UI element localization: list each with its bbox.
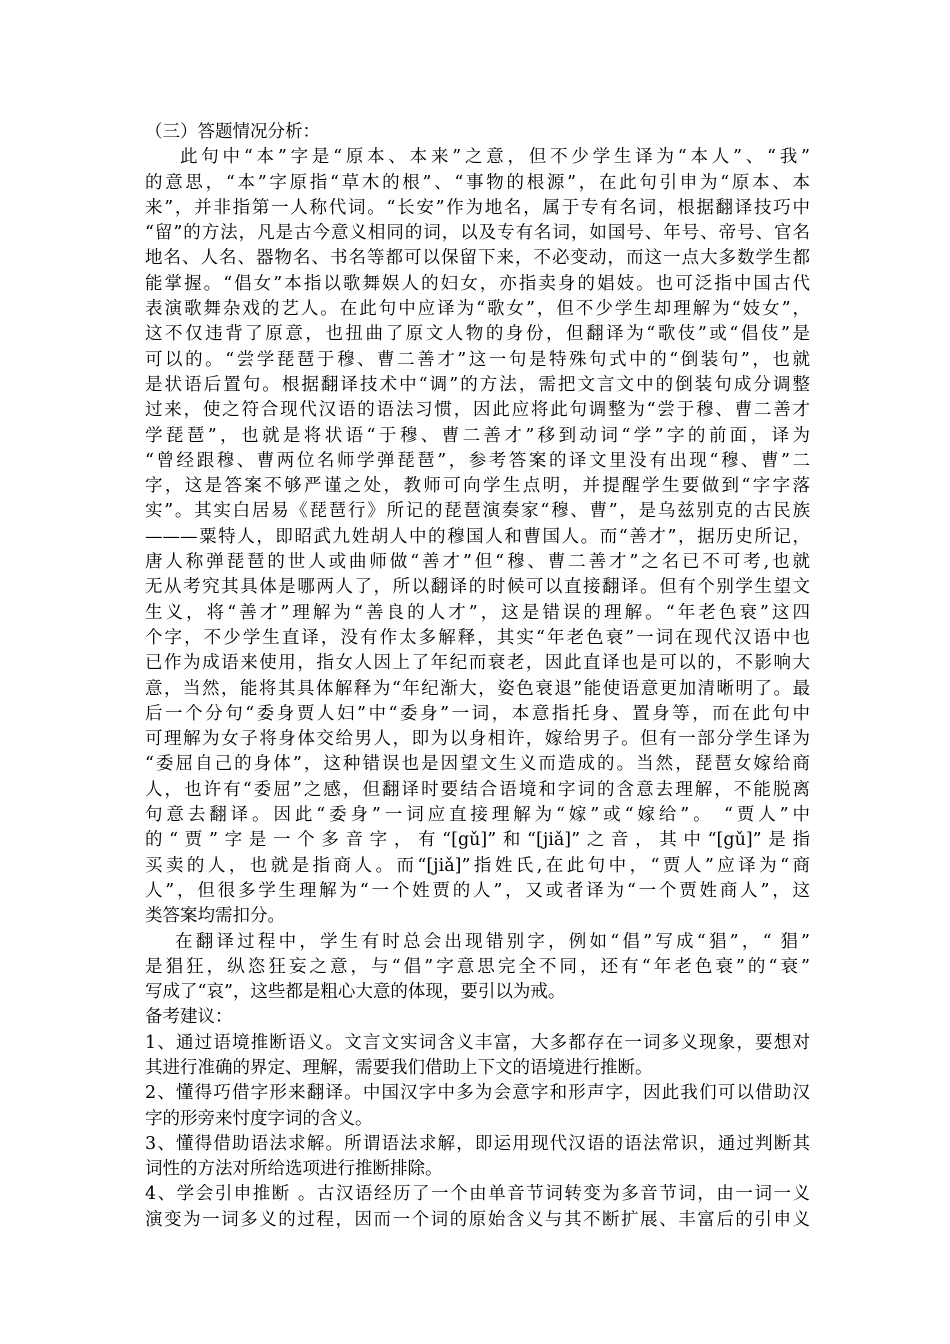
paragraph-line: 是猖狂，纵恣狂妄之意，与“倡”字意思完全不同，还有“年老色衰”的“衰” — [145, 956, 810, 977]
suggestion-item — [145, 1132, 810, 1183]
paragraph-line: 可理解为女子将身体交给男人，即为以身相许，嫁给男子。但有一部分学生译为 — [145, 729, 810, 750]
paragraph-line: 此句中“本”字是“原本、本来”之意，但不少学生译为“本人”、“我” — [180, 147, 810, 168]
suggestion-line: 2、懂得巧借字形来翻译。中国汉字中多为会意字和形声字，因此我们可以借助汉 — [145, 1083, 810, 1104]
suggestion-line: 1、通过语境推断语义。文言文实词含义丰富，大多都存在一词多义现象，要想对 — [145, 1032, 810, 1053]
paragraph-line: 能掌握。“倡女”本指以歌舞娱人的妇女，亦指卖身的娼妓。也可泛指中国古代 — [145, 273, 810, 294]
paragraph-line: 后一个分句“委身贾人妇”中“委身”一词，本意指托身、置身等，而在此句中 — [145, 703, 810, 724]
paragraph-line: 学琵琶”，也就是将状语“于穆、曹二善才”移到动词“学”字的前面，译为 — [145, 425, 810, 446]
paragraph-line: 人，也许有“委屈”之感，但翻译时要结合语境和字词的含意去理解，不能脱离 — [145, 779, 810, 800]
paragraph-line: 这不仅违背了原意，也扭曲了原文人物的身份，但翻译为“歌伎”或“倡伎”是 — [145, 324, 810, 345]
paragraph-line: 过来，使之符合现代汉语的语法习惯，因此应将此句调整为“尝于穆、曹二善才 — [145, 400, 810, 421]
paragraph-line: 地名、人名、器物名、书名等都可以保留下来，不必变动，而这一点大多数学生都 — [145, 248, 810, 269]
suggestion-item — [145, 1081, 810, 1132]
paragraph-line: ———粟特人，即昭武九姓胡人中的穆国人和曹国人。而“善才”，据历史所记， — [145, 526, 810, 547]
paragraph-line: 买卖的人，也就是指商人。而“[jiǎ]”指姓氏,在此句中，“贾人”应译为“商 — [145, 855, 810, 876]
paragraph-line: 的“贾”字是一个多音字，有“[gǔ]”和“[jiǎ]”之音，其中“[gǔ]”是指 — [145, 830, 810, 851]
section-heading: （三）答题情况分析： — [145, 122, 320, 142]
paragraph-line: 生义，将“善才”理解为“善良的人才”，这是错误的理解。“年老色衰”这四 — [145, 602, 810, 623]
suggestion-line: 3、懂得借助语法求解。所谓语法求解，即运用现代汉语的语法常识，通过判断其 — [145, 1133, 810, 1154]
paragraph-line: 来”，并非指第一人称代词。“长安”作为地名，属于专有名词，根据翻译技巧中 — [145, 197, 810, 218]
paragraph-line: 句意去翻译。因此“委身”一词应直接理解为“嫁”或“嫁给”。 “贾人”中 — [145, 805, 810, 826]
paragraph-line: 已作为成语来使用，指女人因上了年纪而衰老，因此直译也是可以的，不影响大 — [145, 653, 810, 674]
suggestion-line: 词性的方法对所给选项进行推断排除。 — [145, 1159, 443, 1180]
paragraph-line: 个字，不少学生直译，没有作太多解释，其实“年老色衰”一词在现代汉语中也 — [145, 627, 810, 648]
paragraph-line: 表演歌舞杂戏的艺人。在此句中应译为“歌女”，但不少学生却理解为“妓女”， — [145, 299, 810, 320]
paragraph-line: 无从考究其具体是哪两人了，所以翻译的时候可以直接翻译。但有个别学生望文 — [145, 577, 810, 598]
document-page — [145, 120, 810, 1233]
paragraph-line: 意，当然，能将其具体解释为“年纪渐大，姿色衰退”能使语意更加清晰明了。最 — [145, 678, 810, 699]
suggestion-item — [145, 1182, 810, 1233]
paragraph-line: 的意思，“本”字原指“草木的根”、“事物的根源”，在此句引申为“原本、本 — [145, 172, 810, 193]
paragraph-line: 人”，但很多学生理解为“一个姓贾的人”，又或者译为“一个贾姓商人”，这 — [145, 880, 810, 901]
analysis-paragraph — [145, 145, 810, 929]
paragraph-line: “委屈自己的身体”，这种错误也是因望文生义而造成的。当然，琵琶女嫁给商 — [145, 754, 810, 775]
suggestion-line: 其进行准确的界定、理解，需要我们借助上下文的语境进行推断。 — [145, 1057, 653, 1078]
paragraph-line: 在翻译过程中，学生有时总会出现错别字，例如“倡”写成“猖”，“ 猖” — [175, 931, 810, 952]
suggestions-list — [145, 1031, 810, 1233]
paragraph-line: 是状语后置句。根据翻译技术中“调”的方法，需把文言文中的倒装句成分调整 — [145, 374, 810, 395]
paragraph-line: 类答案均需扣分。 — [145, 906, 285, 927]
suggestion-line: 4、学会引申推断 。古汉语经历了一个由单音节词转变为多音节词，由一词一义 — [145, 1184, 810, 1205]
paragraph-line: 写成了“哀”，这些都是粗心大意的体现，要引以为戒。 — [145, 982, 566, 1003]
suggestion-line: 演变为一词多义的过程，因而一个词的原始含义与其不断扩展、丰富后的引申义 — [145, 1209, 810, 1230]
paragraph-line: 唐人称弹琵琶的世人或曲师做“善才”但“穆、曹二善才”之名已不可考,也就 — [145, 552, 810, 573]
paragraph-line: “曾经跟穆、曹两位名师学弹琵琶”，参考答案的译文里没有出现“穆、曹”二 — [145, 450, 810, 471]
paragraph-line: 字，这是答案不够严谨之处，教师可向学生点明，并提醒学生要做到“字字落 — [145, 476, 810, 497]
typo-paragraph — [145, 930, 810, 1006]
paragraph-line: 实”。其实白居易《琵琶行》所记的琵琶演奏家“穆、曹”，是乌兹别克的古民族 — [145, 501, 810, 522]
suggestion-item — [145, 1031, 810, 1082]
suggestion-line: 字的形旁来忖度字词的含义。 — [145, 1108, 373, 1129]
paragraph-line: “留”的方法，凡是古今意义相同的词，以及专有名词，如国号、年号、帝号、官名 — [145, 223, 810, 244]
suggestions-heading: 备考建议： — [145, 1007, 233, 1028]
paragraph-line: 可以的。“尝学琵琶于穆、曹二善才”这一句是特殊句式中的“倒装句”，也就 — [145, 349, 810, 370]
